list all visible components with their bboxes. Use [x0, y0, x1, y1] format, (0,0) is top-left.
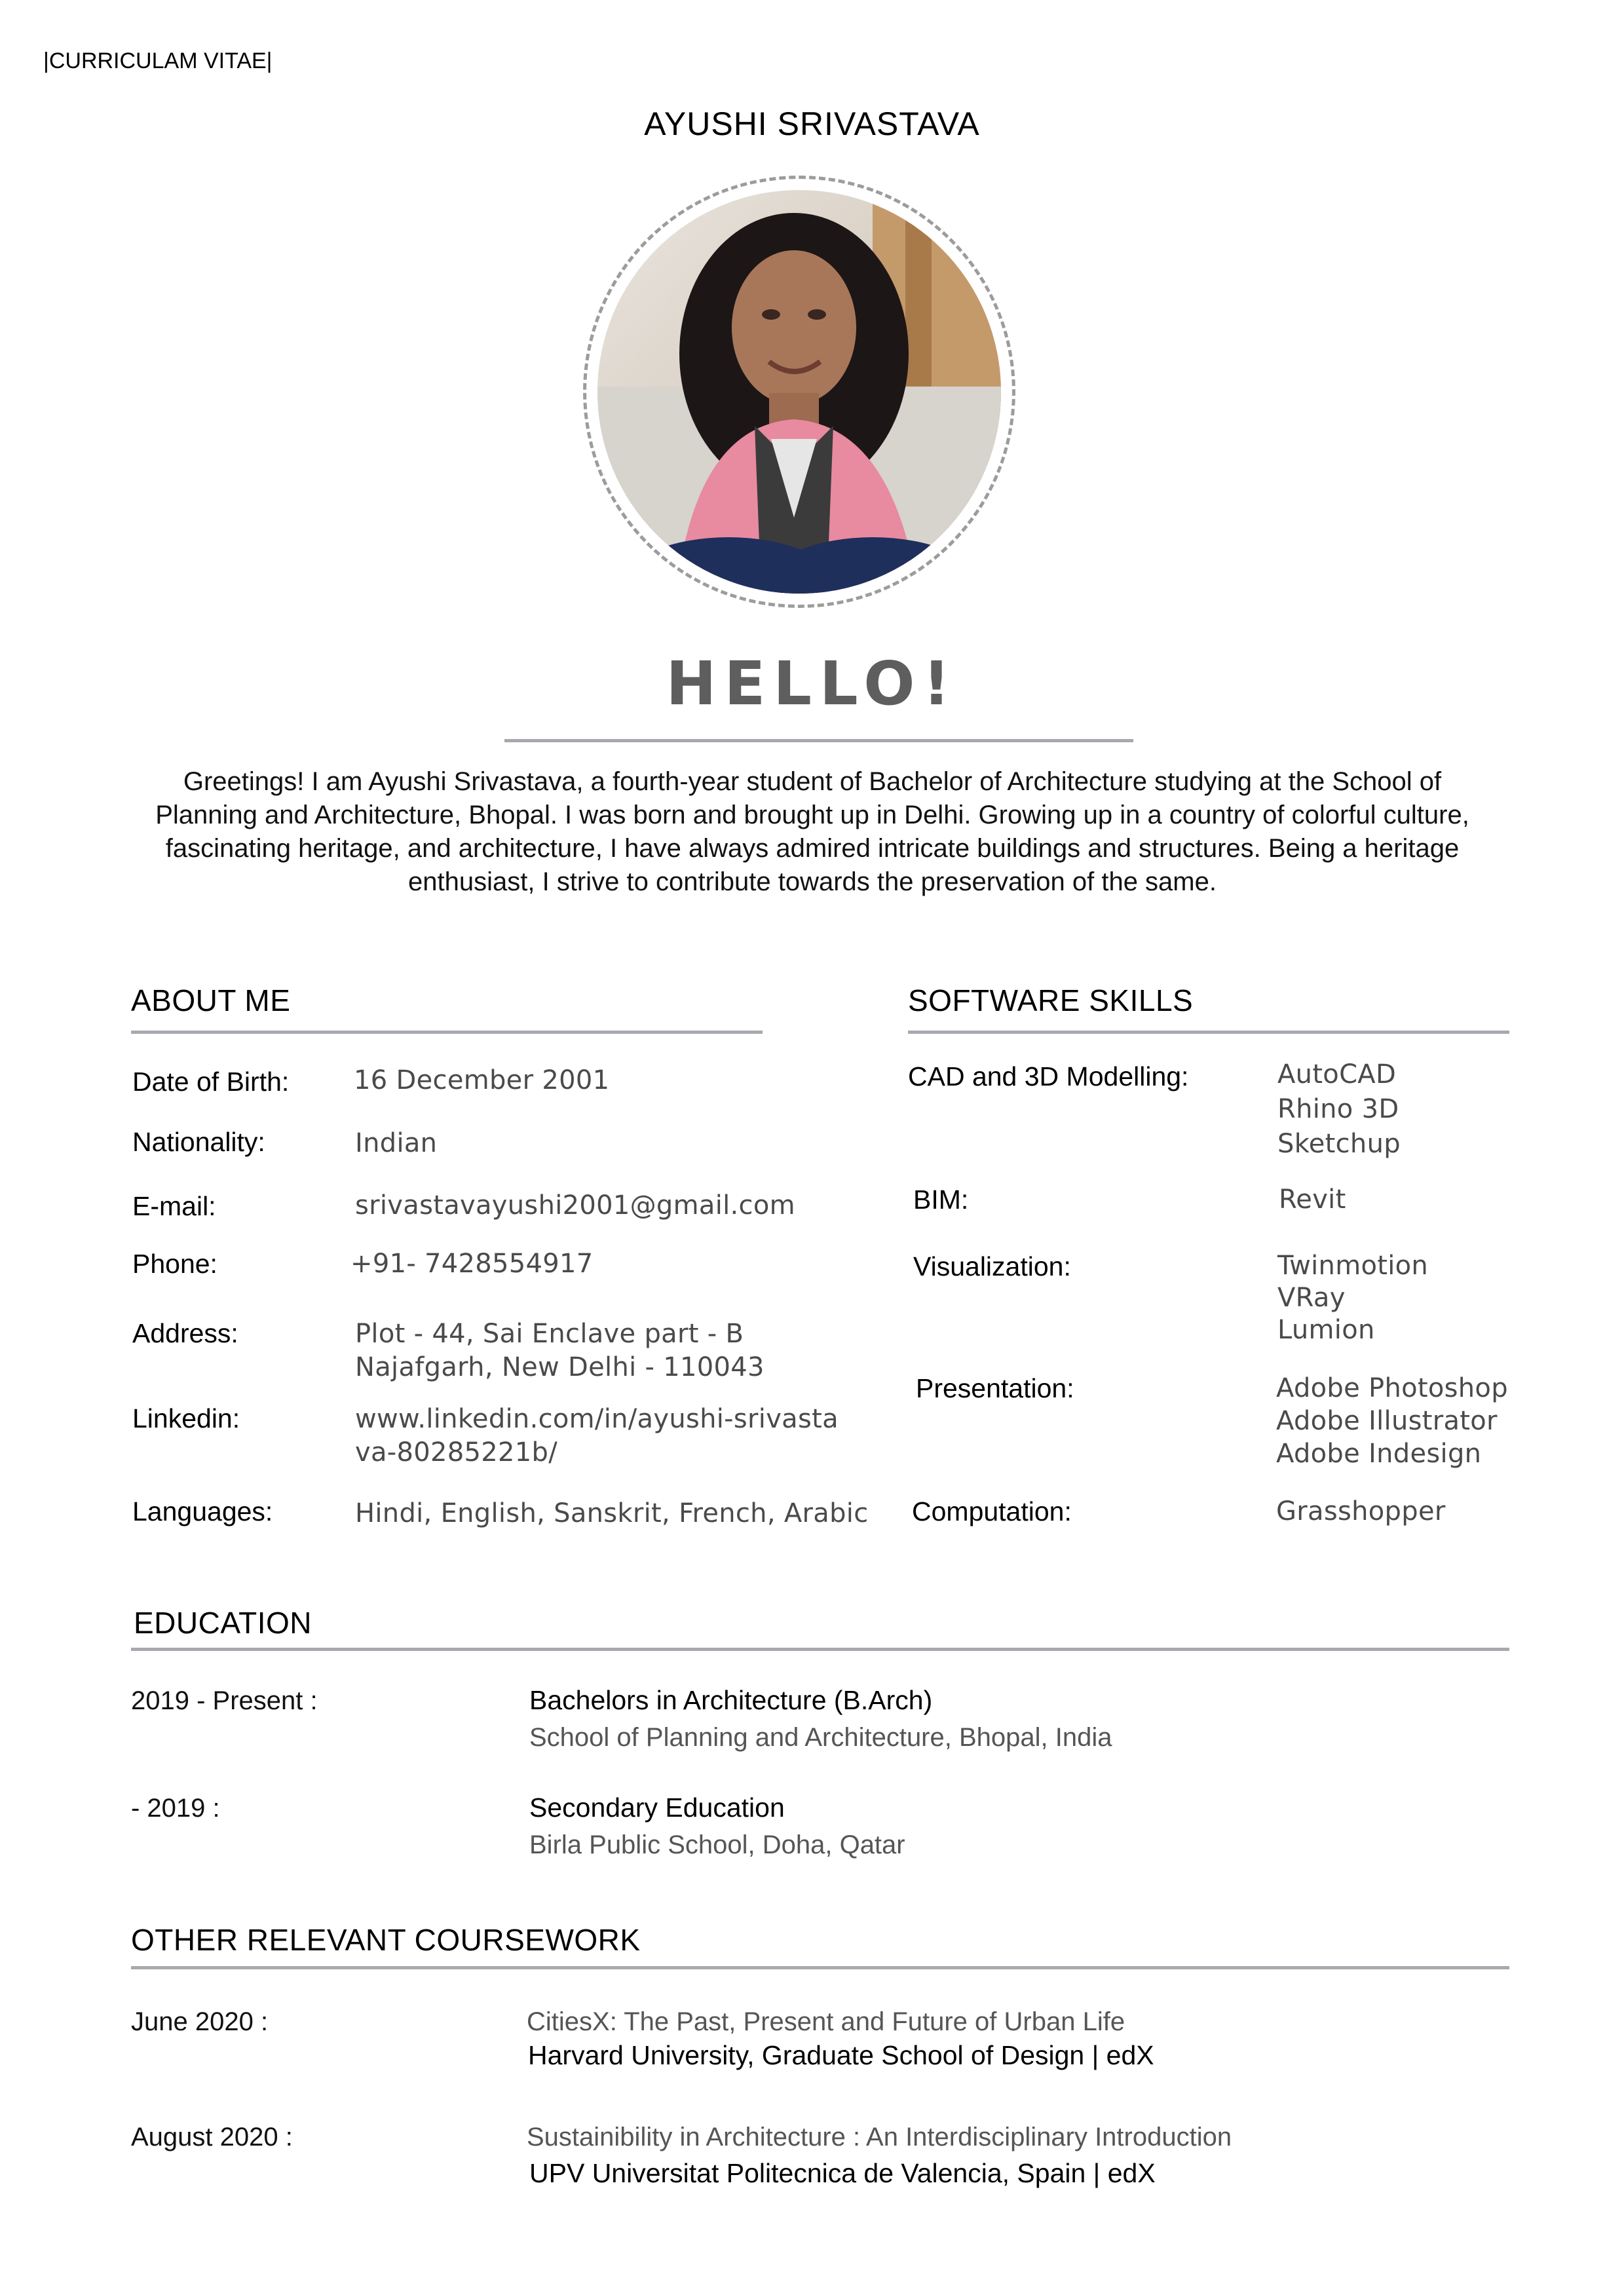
address-label: Address: [132, 1318, 238, 1348]
education-title: EDUCATION [134, 1606, 312, 1640]
computation-label: Computation: [912, 1496, 1072, 1526]
portrait-illustration [597, 190, 1001, 594]
phone-label: Phone: [132, 1249, 217, 1279]
dob-value: 16 December 2001 [354, 1065, 610, 1095]
hello-divider [504, 739, 1133, 742]
email-value[interactable]: srivastavayushi2001@gmail.com [355, 1190, 795, 1221]
address-value [355, 1317, 765, 1384]
bim-label: BIM: [913, 1184, 969, 1215]
course-date: August 2020 : [131, 2123, 293, 2151]
course-title: Sustainibility in Architecture : An Interdisciplinary Introduction [527, 2123, 1232, 2151]
languages-label: Languages: [132, 1496, 273, 1526]
cad-values [1277, 1057, 1401, 1162]
skills-divider [908, 1031, 1509, 1034]
visualization-values [1277, 1250, 1428, 1346]
address-line-2: Najafgarh, New Delhi - 110043 [355, 1352, 765, 1382]
education-divider [131, 1648, 1509, 1651]
phone-value: +91- 7428554917 [350, 1249, 594, 1279]
education-degree: Bachelors in Architecture (B.Arch) [529, 1685, 933, 1715]
languages-value: Hindi, English, Sanskrit, French, Arabic [355, 1498, 869, 1528]
linkedin-value[interactable] [355, 1403, 839, 1469]
course-institution: Harvard University, Graduate School of Design | edX [528, 2040, 1154, 2070]
cad-item: AutoCAD [1277, 1059, 1397, 1090]
presentation-label: Presentation: [916, 1373, 1074, 1403]
candidate-name: AYUSHI SRIVASTAVA [644, 105, 980, 142]
linkedin-line-2: va-80285221b/ [355, 1437, 557, 1468]
cv-tag: |CURRICULAM VITAE| [43, 48, 273, 73]
linkedin-label: Linkedin: [132, 1403, 240, 1433]
hello-heading: HELLO! [666, 649, 958, 719]
presentation-item: Adobe Illustrator [1276, 1406, 1498, 1436]
cad-label: CAD and 3D Modelling: [908, 1061, 1189, 1091]
coursework-divider [131, 1966, 1509, 1969]
presentation-item: Adobe Photoshop [1276, 1373, 1508, 1403]
bim-value: Revit [1279, 1184, 1346, 1215]
intro-paragraph: Greetings! I am Ayushi Srivastava, a fourth-year student of Bachelor of Architecture studying at the School of Planning and Architecture, Bhopal. I was born and brought up in Delhi. Growing up in a country of colorful culture, fascinating heritage, and architecture, I have always admired intricate buildings and structures. Being a heritage enthusiast, I strive to contribute towards the preservation of the same. [155, 767, 1469, 896]
course-title: CitiesX: The Past, Present and Future of Urban Life [527, 2007, 1125, 2036]
education-school: School of Planning and Architecture, Bhopal, India [529, 1723, 1112, 1752]
education-date: - 2019 : [131, 1794, 220, 1823]
course-date: June 2020 : [131, 2007, 269, 2036]
visualization-item: Lumion [1277, 1315, 1375, 1345]
education-degree: Secondary Education [529, 1792, 785, 1823]
address-line-1: Plot - 44, Sai Enclave part - B [355, 1319, 744, 1349]
course-institution: UPV Universitat Politecnica de Valencia, Spain | edX [529, 2158, 1156, 2188]
visualization-label: Visualization: [913, 1251, 1071, 1281]
about-title: ABOUT ME [131, 983, 291, 1017]
about-divider [131, 1031, 763, 1034]
computation-value: Grasshopper [1276, 1496, 1446, 1526]
linkedin-line-1: www.linkedin.com/in/ayushi-srivasta [355, 1404, 839, 1434]
presentation-item: Adobe Indesign [1276, 1439, 1482, 1469]
cad-item: Rhino 3D [1277, 1094, 1399, 1124]
nationality-label: Nationality: [132, 1127, 265, 1157]
presentation-values [1276, 1372, 1508, 1470]
visualization-item: VRay [1277, 1283, 1346, 1313]
email-label: E-mail: [132, 1191, 216, 1221]
nationality-value: Indian [355, 1128, 438, 1158]
education-school: Birla Public School, Doha, Qatar [529, 1830, 905, 1859]
skills-title: SOFTWARE SKILLS [908, 983, 1194, 1017]
education-date: 2019 - Present : [131, 1686, 318, 1715]
cad-item: Sketchup [1277, 1129, 1401, 1159]
visualization-item: Twinmotion [1277, 1251, 1429, 1281]
coursework-title: OTHER RELEVANT COURSEWORK [131, 1923, 641, 1957]
profile-photo [597, 190, 1001, 594]
dob-label: Date of Birth: [132, 1067, 290, 1097]
